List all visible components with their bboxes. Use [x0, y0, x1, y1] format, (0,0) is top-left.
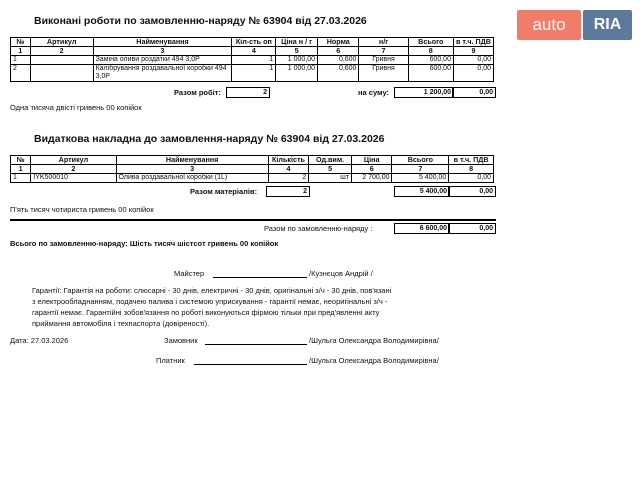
table-row — [11, 174, 494, 183]
table-cell — [30, 56, 93, 65]
works-sum-vat: 0,00 — [452, 87, 496, 98]
invoice-number-cell: 5 — [309, 165, 352, 174]
works-header-cell: Кіл-сть оп — [232, 38, 276, 47]
works-number-cell: 4 — [232, 47, 276, 56]
works-in-words: Одна тисяча двісті гривень 00 копійок — [10, 103, 142, 112]
works-header-cell: Ціна н / г — [276, 38, 318, 47]
invoice-total-label: Разом матеріалів: — [190, 187, 258, 196]
warranty-text — [32, 285, 391, 329]
works-header-cell: Норма — [318, 38, 359, 47]
grand-total-in-words: Всього по замовленню-наряду: Шість тисяч шістсот гривень 00 копійок — [10, 239, 279, 248]
table-cell: 1 — [232, 65, 276, 82]
works-header-cell: № — [11, 38, 31, 47]
table-cell: 1 — [11, 174, 31, 183]
works-title: Виконані роботи по замовленню-наряду № 63904 від 27.03.2026 — [34, 15, 367, 27]
invoice-number-cell: 8 — [449, 165, 494, 174]
table-cell: Гривня — [359, 65, 408, 82]
table-row — [11, 65, 494, 82]
invoice-number-cell: 6 — [351, 165, 392, 174]
warranty-line: Гарантії: Гарантія на роботи: слюсарні - 30 днів, електричні - 30 днів, оригінальні з/ч - 30 днів, пов'язані — [32, 286, 392, 295]
invoice-title: Видаткова накладна до замовлення-наряду № 63904 від 27.03.2026 — [34, 133, 385, 145]
works-number-cell: 9 — [453, 47, 493, 56]
table-cell: 0,600 — [318, 65, 359, 82]
table-cell: Заміна оливи роздатки 494 3,0Р — [93, 56, 232, 65]
payer-label: Платник — [156, 356, 185, 365]
works-number-cell: 2 — [30, 47, 93, 56]
invoice-header-row — [11, 156, 494, 165]
master-signature-line — [213, 277, 307, 278]
invoice-number-cell: 1 — [11, 165, 31, 174]
invoice-number-cell: 2 — [31, 165, 116, 174]
table-cell: 0,600 — [318, 56, 359, 65]
invoice-header-cell: Найменування — [116, 156, 268, 165]
invoice-number-row — [11, 165, 494, 174]
works-total-qty: 2 — [226, 87, 270, 98]
document-date: Дата: 27.03.2026 — [10, 336, 69, 345]
invoice-number-cell: 4 — [268, 165, 309, 174]
works-header-row — [11, 38, 494, 47]
table-cell: 1 000,00 — [276, 56, 318, 65]
invoice-header-cell: Од.вим. — [309, 156, 352, 165]
works-number-row — [11, 47, 494, 56]
autoria-logo — [517, 10, 632, 40]
invoice-header-cell: Артикул — [31, 156, 116, 165]
works-header-cell: в т.ч. ПДВ — [453, 38, 493, 47]
table-cell: шт — [309, 174, 352, 183]
invoice-header-cell: Ціна — [351, 156, 392, 165]
table-cell: 600,00 — [408, 56, 453, 65]
works-total-label: Разом робіт: — [174, 88, 221, 97]
invoice-in-words: П'ять тисяч чотириста гривень 00 копійок — [10, 205, 154, 214]
invoice-sum-value: 5 400,00 — [394, 186, 450, 197]
works-number-cell: 3 — [93, 47, 232, 56]
invoice-total-qty: 2 — [266, 186, 310, 197]
master-name: /Кузнєцов Андрій / — [309, 269, 373, 278]
works-header-cell: н/г — [359, 38, 408, 47]
works-number-cell: 1 — [11, 47, 31, 56]
payer-signature-line — [194, 364, 307, 365]
table-cell: 2 — [268, 174, 309, 183]
grand-total-divider — [10, 219, 496, 221]
works-table — [10, 37, 494, 82]
table-cell: 2 — [11, 65, 31, 82]
grand-total-vat: 0,00 — [448, 223, 496, 234]
table-cell: Олива роздавальної коробки (1L) — [116, 174, 268, 183]
table-cell: 1 — [232, 56, 276, 65]
works-number-cell: 6 — [318, 47, 359, 56]
table-cell: 5 400,00 — [392, 174, 449, 183]
works-number-cell: 7 — [359, 47, 408, 56]
works-header-cell: Артикул — [30, 38, 93, 47]
customer-label: Замовник — [164, 336, 198, 345]
customer-name: /Шульга Олександра Володимирівна/ — [309, 336, 439, 345]
table-cell: 1 — [11, 56, 31, 65]
table-row — [11, 56, 494, 65]
table-cell: IYK500010 — [31, 174, 116, 183]
table-cell: 1 000,00 — [276, 65, 318, 82]
logo-auto-text: auto — [517, 10, 581, 40]
table-cell: 600,00 — [408, 65, 453, 82]
works-sum-label: на суму: — [358, 88, 390, 97]
table-cell — [30, 65, 93, 82]
warranty-line: приймання автомобіля і техпаспорта (довіреності). — [32, 319, 210, 328]
invoice-number-cell: 3 — [116, 165, 268, 174]
works-header-cell: Найменування — [93, 38, 232, 47]
works-header-cell: Всього — [408, 38, 453, 47]
payer-name: /Шульга Олександра Володимирівна/ — [309, 356, 439, 365]
table-cell: Гривня — [359, 56, 408, 65]
invoice-header-cell: Кількість — [268, 156, 309, 165]
table-cell: 0,00 — [453, 65, 493, 82]
invoice-number-cell: 7 — [392, 165, 449, 174]
works-number-cell: 8 — [408, 47, 453, 56]
grand-total-label: Разом по замовленню-наряду : — [264, 224, 373, 233]
invoice-header-cell: в т.ч. ПДВ — [449, 156, 494, 165]
invoice-header-cell: Всього — [392, 156, 449, 165]
table-cell: Калібрування роздавальної коробки 494 3,0Р — [93, 65, 232, 82]
invoice-header-cell: № — [11, 156, 31, 165]
invoice-table — [10, 155, 494, 183]
grand-total-value: 6 600,00 — [394, 223, 450, 234]
customer-signature-line — [205, 344, 307, 345]
invoice-sum-vat: 0,00 — [448, 186, 496, 197]
logo-ria-text: RIA — [583, 10, 632, 40]
warranty-line: з електрообладнанням, подачею палива і системою уприскування - гарантії немає, неоригінальні з/ч - — [32, 297, 388, 306]
table-cell: 0,00 — [453, 56, 493, 65]
works-sum-value: 1 200,00 — [394, 87, 454, 98]
table-cell: 0,00 — [449, 174, 494, 183]
master-label: Майстер — [174, 269, 205, 278]
warranty-line: гарантії немає. Гарантійні зобов'язання по роботі виконуються фірмою тільки при пред'явленні акту — [32, 308, 380, 317]
works-number-cell: 5 — [276, 47, 318, 56]
table-cell: 2 700,00 — [351, 174, 392, 183]
